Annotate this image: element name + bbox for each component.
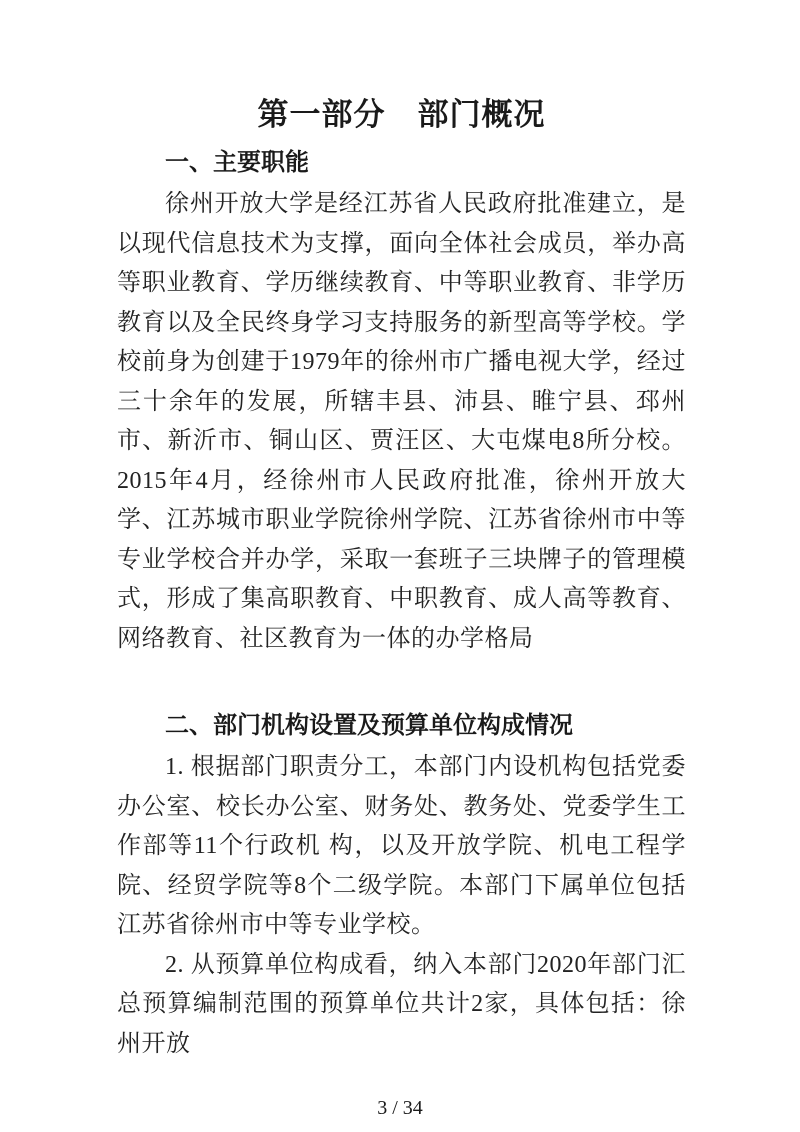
page-title: 第一部分 部门概况 — [257, 97, 546, 132]
page-number: 3 / 34 — [377, 1097, 423, 1119]
section-heading-main-functions: 一、主要职能 — [165, 149, 309, 176]
paragraph-budget-units: 2. 从预算单位构成看，纳入本部门2020年部门汇总预算编制范围的预算单位共计2家，具体包括：徐州开放 — [117, 951, 686, 1057]
paragraph-internal-orgs: 1. 根据部门职责分工，本部门内设机构包括党委办公室、校长办公室、财务处、教务处、党委学生工作部等11个行政机 构，以及开放学院、机电工程学院、经贸学院等8个二级学院。本部门下属单位包括江苏省徐州市中等专业学校。 — [117, 754, 686, 938]
paragraph-main-functions: 徐州开放大学是经江苏省人民政府批准建立，是以现代信息技术为支撑，面向全体社会成员，举办高等职业教育、学历继续教育、中等职业教育、非学历教育以及全民终身学习支持服务的新型高等学校。学校前身为创建于1979年的徐州市广播电视大学，经过三十余年的发展，所辖丰县、沛县、睢宁县、邳州市、新沂市、铜山区、贾汪区、大屯煤电8所分校。2015年4月，经徐州市人民政府批准，徐州开放大学、江苏城市职业学院徐州学院、江苏省徐州市中等专业学校合并办学，采取一套班子三块牌子的管理模式，形成了集高职教育、中职教育、成人高等教育、网络教育、社区教育为一体的办学格局 — [117, 191, 686, 652]
section-heading-org-structure: 二、部门机构设置及预算单位构成情况 — [165, 712, 573, 739]
